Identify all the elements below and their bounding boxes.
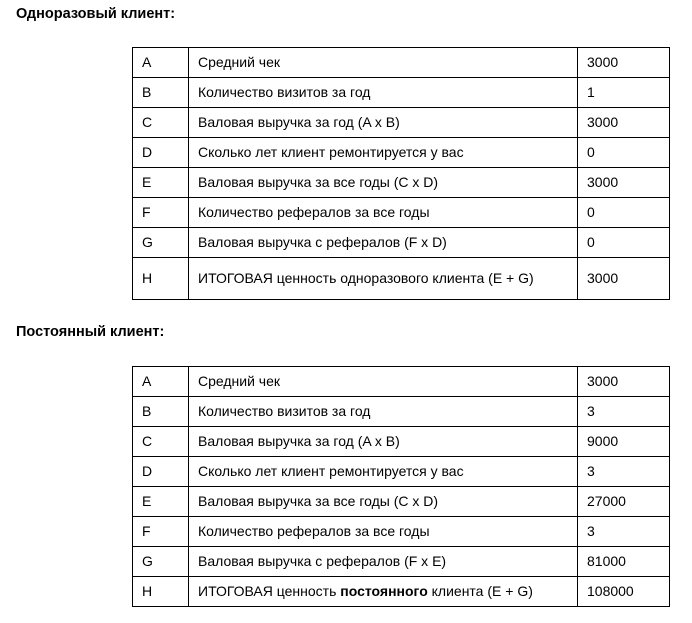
row-code: G (133, 228, 189, 258)
row-code: H (133, 258, 189, 300)
label-bold-word: постоянного (340, 583, 428, 599)
row-value: 0 (578, 198, 670, 228)
row-code: D (133, 138, 189, 168)
row-value: 3000 (578, 258, 670, 300)
table-row (133, 78, 670, 108)
row-label (189, 577, 578, 607)
row-label: Валовая выручка за год (A x B) (189, 108, 578, 138)
row-code: A (133, 48, 189, 78)
table-row (133, 198, 670, 228)
row-label: Сколько лет клиент ремонтируется у вас (189, 138, 578, 168)
row-label: Валовая выручка с рефералов (F x D) (189, 228, 578, 258)
row-label: Валовая выручка за год (A x B) (189, 427, 578, 457)
table-row (133, 367, 670, 397)
table-row (133, 168, 670, 198)
row-code: F (133, 517, 189, 547)
row-label: Количество рефералов за все годы (189, 198, 578, 228)
label-prefix: ИТОГОВАЯ ценность (198, 583, 341, 599)
row-label: Валовая выручка за все годы (C x D) (189, 487, 578, 517)
table-row-total (133, 577, 670, 607)
table-row (133, 138, 670, 168)
row-value: 3000 (578, 367, 670, 397)
row-label: Валовая выручка за все годы (C x D) (189, 168, 578, 198)
row-code: E (133, 487, 189, 517)
row-code: B (133, 397, 189, 427)
row-label: Количество рефералов за все годы (189, 517, 578, 547)
row-value: 0 (578, 138, 670, 168)
regular-client-heading: Постоянный клиент: (16, 324, 165, 340)
table-row (133, 48, 670, 78)
row-code: F (133, 198, 189, 228)
row-value: 3000 (578, 108, 670, 138)
row-code: H (133, 577, 189, 607)
row-label: Сколько лет клиент ремонтируется у вас (189, 457, 578, 487)
row-label: ИТОГОВАЯ ценность одноразового клиента (E + G) (189, 258, 578, 300)
table-row (133, 397, 670, 427)
row-label: Количество визитов за год (189, 397, 578, 427)
row-label: Валовая выручка с рефералов (F x E) (189, 547, 578, 577)
row-code: C (133, 427, 189, 457)
row-value: 27000 (578, 487, 670, 517)
row-code: A (133, 367, 189, 397)
one-time-client-heading: Одноразовый клиент: (16, 6, 176, 22)
label-suffix: клиента (E + G) (427, 583, 533, 599)
table-row (133, 487, 670, 517)
row-value: 0 (578, 228, 670, 258)
row-label: Средний чек (189, 48, 578, 78)
regular-client-table (132, 366, 670, 607)
one-time-client-table (132, 47, 670, 300)
row-code: C (133, 108, 189, 138)
table-row (133, 427, 670, 457)
row-code: G (133, 547, 189, 577)
row-value: 3 (578, 457, 670, 487)
table-row (133, 547, 670, 577)
row-code: E (133, 168, 189, 198)
row-value: 108000 (578, 577, 670, 607)
row-value: 3 (578, 397, 670, 427)
table-row (133, 517, 670, 547)
table-row-total (133, 258, 670, 300)
table-row (133, 457, 670, 487)
row-value: 9000 (578, 427, 670, 457)
row-value: 81000 (578, 547, 670, 577)
row-value: 3 (578, 517, 670, 547)
row-code: D (133, 457, 189, 487)
row-value: 1 (578, 78, 670, 108)
table-row (133, 108, 670, 138)
table-row (133, 228, 670, 258)
row-label: Количество визитов за год (189, 78, 578, 108)
row-code: B (133, 78, 189, 108)
row-value: 3000 (578, 168, 670, 198)
row-value: 3000 (578, 48, 670, 78)
row-label: Средний чек (189, 367, 578, 397)
